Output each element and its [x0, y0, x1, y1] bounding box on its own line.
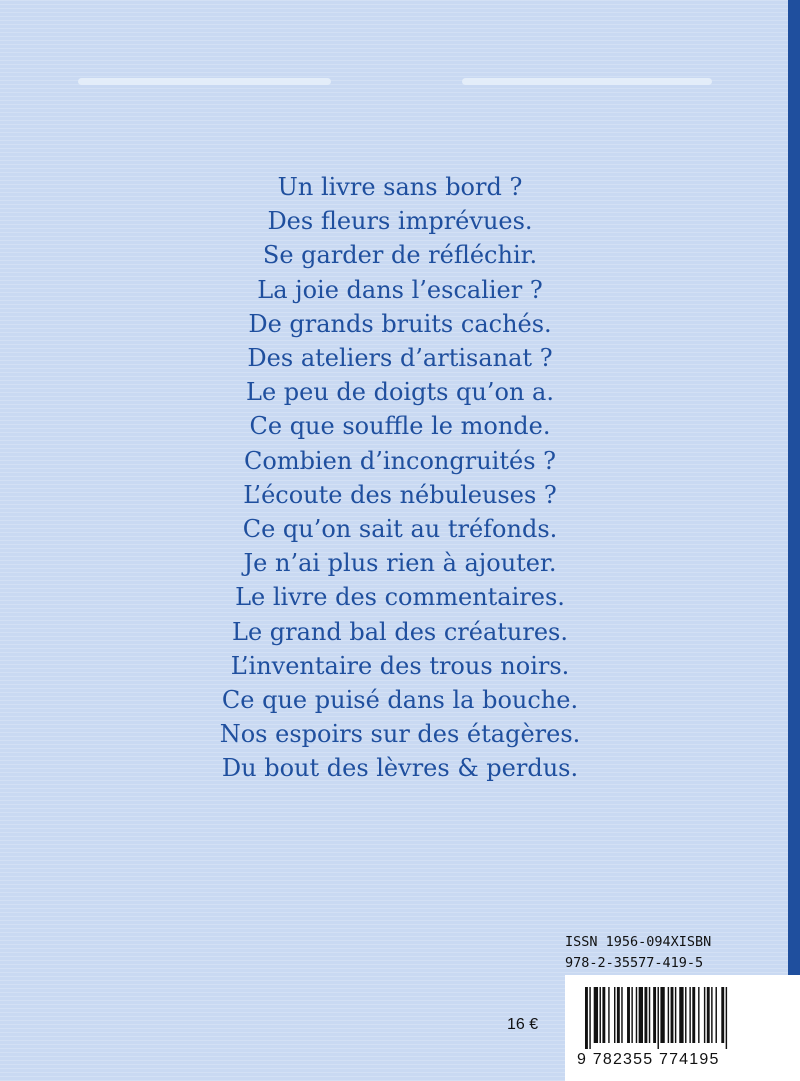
barcode-bar: [679, 987, 683, 1043]
poem-line: La joie dans l’escalier ?: [257, 275, 543, 304]
price-label: 16 €: [507, 1016, 539, 1033]
poem-line: L’inventaire des trous noirs.: [230, 651, 570, 680]
barcode-bar: [585, 987, 588, 1049]
poem-line: Ce qu’on sait au tréfonds.: [242, 515, 558, 544]
barcode-bar: [675, 987, 676, 1043]
barcode-bars: [585, 987, 780, 1049]
poem-line: De grands bruits cachés.: [248, 309, 552, 338]
barcode-bar: [660, 987, 664, 1043]
barcode-bar: [711, 987, 712, 1043]
barcode-bar: [631, 987, 632, 1043]
barcode-bar: [716, 987, 717, 1043]
poem-line: Du bout des lèvres & perdus.: [221, 754, 579, 783]
poem-line: Le livre des commentaires.: [235, 583, 565, 612]
barcode-bar: [617, 987, 620, 1043]
barcode-bar: [602, 987, 605, 1043]
barcode-bar: [621, 987, 622, 1043]
poem-line: Ce que puisé dans la bouche.: [221, 686, 579, 715]
barcode-bar: [614, 987, 615, 1043]
poem-line: Je n’ai plus rien à ajouter.: [243, 549, 557, 578]
barcode-bar: [649, 987, 650, 1043]
barcode-bar: [698, 987, 699, 1043]
barcode-bar: [600, 987, 601, 1043]
barcode-bar: [627, 987, 630, 1043]
issn-isbn-block: [565, 932, 740, 974]
barcode-bar: [704, 987, 705, 1043]
barcode-digits: 9 782355 774195: [577, 1051, 720, 1068]
barcode-bar: [608, 987, 609, 1043]
barcode-bar: [668, 987, 669, 1043]
poem-line: Le grand bal des créatures.: [232, 617, 568, 646]
barcode-bar: [689, 987, 690, 1043]
barcode-bar: [594, 987, 598, 1043]
barcode-bar: [671, 987, 674, 1043]
decorative-rule-right: [462, 78, 712, 85]
isbn-number: 978-2-35577-419-5: [565, 955, 704, 971]
barcode-bar: [707, 987, 710, 1043]
poem-line: Combien d’incongruités ?: [244, 446, 556, 475]
barcode-bar: [685, 987, 686, 1043]
barcode-bar: [692, 987, 695, 1043]
barcode-bar: [653, 987, 656, 1043]
poem-line: L’écoute des nébuleuses ?: [243, 480, 557, 509]
barcode-bar: [658, 987, 659, 1049]
poem-line: Des ateliers d’artisanat ?: [247, 344, 553, 373]
barcode-bar: [636, 987, 637, 1043]
poem-line: Ce que souffle le monde.: [249, 412, 551, 441]
poem: [0, 170, 800, 786]
barcode-bar: [721, 987, 724, 1043]
poem-line: Se garder de réfléchir.: [262, 241, 538, 270]
poem-line: Nos espoirs sur des étagères.: [219, 720, 581, 749]
poem-line: Un livre sans bord ?: [277, 173, 523, 201]
issn-isbn-line: ISSN 1956-094XISBN: [565, 934, 712, 950]
barcode: [565, 975, 800, 1081]
poem-line: Des fleurs imprévues.: [267, 207, 533, 236]
barcode-bar: [589, 987, 590, 1049]
barcode-bar: [639, 987, 643, 1043]
barcode-bar: [644, 987, 647, 1043]
poem-line: Le peu de doigts qu’on a.: [246, 378, 554, 407]
decorative-rule-left: [78, 78, 331, 85]
barcode-bar: [726, 987, 727, 1049]
